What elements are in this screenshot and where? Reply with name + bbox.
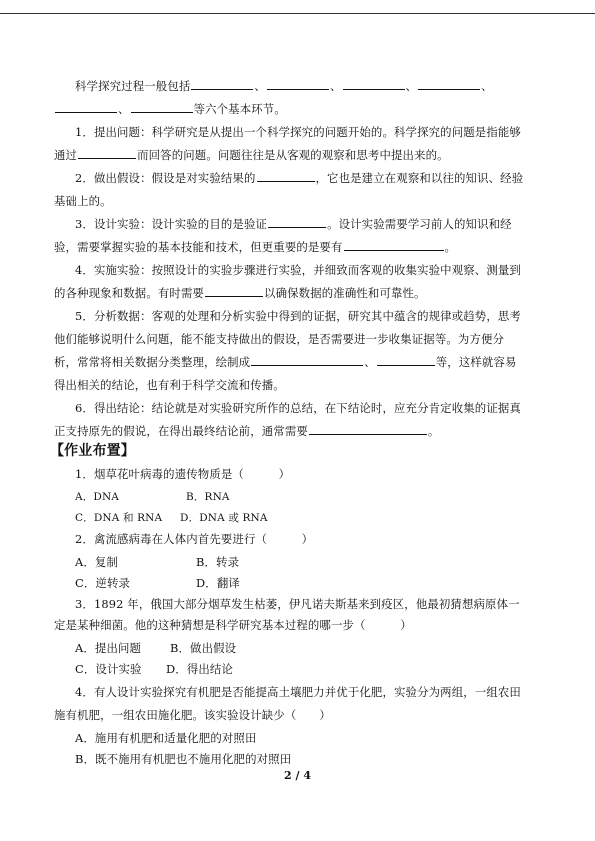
- question-3-option-c[interactable]: C．设计实验: [75, 662, 142, 676]
- step-text: 。设计实验需要学习前人的知识和经: [327, 217, 512, 231]
- step-text: 。: [427, 424, 440, 438]
- question-3-stem-line-1: 3．1892 年，俄国大部分烟草发生枯萎，伊凡诺夫斯基来到疫区，他最初猜想病原体一: [75, 597, 520, 611]
- step-2-line-2: 基础上的。: [54, 194, 112, 208]
- step-text: ，它也是建立在观察和以往的知识、经验: [315, 171, 524, 185]
- step-text: 的各种现象和数据。有时需要: [54, 286, 205, 300]
- question-1-stem: 1．烟草花叶病毒的遗传物质是（ ）: [75, 467, 291, 481]
- step-text: 等，这样就容易: [435, 355, 517, 369]
- question-2-option-c[interactable]: C．逆转录: [75, 576, 131, 590]
- step-3-line-1: [75, 216, 512, 232]
- question-2-option-d[interactable]: D．翻译: [196, 576, 240, 590]
- step-text: 通过: [54, 148, 78, 162]
- step-3-line-2: [54, 239, 456, 255]
- separator: 、: [364, 355, 376, 369]
- fill-blank[interactable]: [55, 101, 117, 113]
- fill-blank[interactable]: [377, 354, 435, 366]
- page-number: 2 / 4: [284, 769, 311, 782]
- fill-blank[interactable]: [251, 354, 363, 366]
- question-1-option-b[interactable]: B．RNA: [186, 491, 230, 503]
- fill-blank[interactable]: [78, 147, 136, 159]
- question-2-stem: 2．禽流感病毒在人体内首先要进行（ ）: [75, 532, 314, 546]
- step-5-line-4: 得出相关的结论，也有利于科学交流和传播。: [54, 378, 285, 392]
- step-6-line-2: [54, 423, 439, 439]
- intro-text: 等六个基本环节。: [193, 102, 286, 116]
- question-1-option-d[interactable]: D．DNA 或 RNA: [180, 512, 268, 524]
- step-6-line-1: 6．得出结论：结论就是对实验研究所作的总结，在下结论时，应充分肯定收集的证据真: [75, 401, 521, 415]
- question-3-stem-line-2: 定是某种细菌。他的这种猜想是科学研究基本过程的哪一步（ ）: [54, 618, 412, 632]
- intro-text: 科学探究过程一般包括: [75, 79, 191, 93]
- step-text: 析，常常将相关数据分类整理，绘制成: [54, 355, 251, 369]
- question-1-option-c[interactable]: C．DNA 和 RNA: [75, 512, 163, 524]
- separator: 、: [329, 79, 342, 93]
- intro-line-1: [75, 78, 493, 94]
- header-rule: [0, 13, 595, 14]
- fill-blank[interactable]: [205, 285, 263, 297]
- fill-blank[interactable]: [344, 239, 444, 251]
- step-5-line-3: [54, 354, 517, 370]
- fill-blank[interactable]: [257, 170, 315, 182]
- fill-blank[interactable]: [191, 78, 253, 90]
- fill-blank[interactable]: [268, 216, 326, 228]
- question-4-stem-line-2: 施有机肥，一组农田施化肥。该实验设计缺少（ ）: [54, 708, 331, 722]
- step-text: 。: [444, 240, 457, 254]
- step-text: 3．设计实验：设计实验的目的是验证: [75, 217, 268, 231]
- separator: 、: [405, 79, 418, 93]
- step-text: 正支持原先的假说，在得出最终结论前，通常需要: [54, 424, 308, 438]
- question-2-option-b[interactable]: B．转录: [196, 555, 240, 569]
- step-1-line-1: 1．提出问题：科学研究是从提出一个科学探究的问题开始的。科学探究的问题是指能够: [75, 125, 521, 139]
- fill-blank[interactable]: [343, 78, 405, 90]
- question-3-option-d[interactable]: D．得出结论: [166, 662, 233, 676]
- homework-heading: 【作业布置】: [50, 443, 135, 459]
- step-text: 而回答的问题。问题往往是从客观的观察和思考中提出来的。: [137, 148, 449, 162]
- fill-blank[interactable]: [309, 423, 427, 435]
- fill-blank[interactable]: [267, 78, 329, 90]
- question-4-stem-line-1: 4．有人设计实验探究有机肥是否能提高土壤肥力并优于化肥，实验分为两组，一组农田: [75, 685, 521, 699]
- step-5-line-2: 他们能够说明什么问题，能不能支持做出的假设，是否需要进一步收集证据等。为方便分: [54, 332, 505, 346]
- step-1-line-2: [54, 147, 449, 163]
- step-text: 以确保数据的准确性和可靠性。: [264, 286, 426, 300]
- fill-blank[interactable]: [131, 101, 193, 113]
- question-1-option-a[interactable]: A．DNA: [75, 491, 120, 503]
- question-2-option-a[interactable]: A．复制: [75, 555, 118, 569]
- question-3-option-b[interactable]: B．做出假设: [170, 641, 237, 655]
- separator: 、: [481, 79, 493, 93]
- step-2-line-1: [75, 170, 523, 186]
- separator: 、: [254, 79, 266, 93]
- intro-line-2: [54, 101, 286, 117]
- step-4-line-1: 4．实施实验：按照设计的实验步骤进行实验，并细致而客观的收集实验中观察、测量到: [75, 263, 521, 277]
- question-4-option-a[interactable]: A．施用有机肥和适量化肥的对照田: [75, 731, 257, 745]
- question-3-option-a[interactable]: A．提出问题: [75, 641, 142, 655]
- step-5-line-1: 5．分析数据：客观的处理和分析实验中得到的证据，研究其中蕴含的规律或趋势，思考: [75, 309, 521, 323]
- step-text: 验，需要掌握实验的基本技能和技术，但更重要的是要有: [54, 240, 343, 254]
- step-text: 2．做出假设：假设是对实验结果的: [75, 171, 256, 185]
- separator: 、: [118, 102, 130, 116]
- fill-blank[interactable]: [418, 78, 480, 90]
- step-4-line-2: [54, 285, 426, 301]
- question-4-option-b[interactable]: B．既不施用有机肥也不施用化肥的对照田: [75, 752, 292, 766]
